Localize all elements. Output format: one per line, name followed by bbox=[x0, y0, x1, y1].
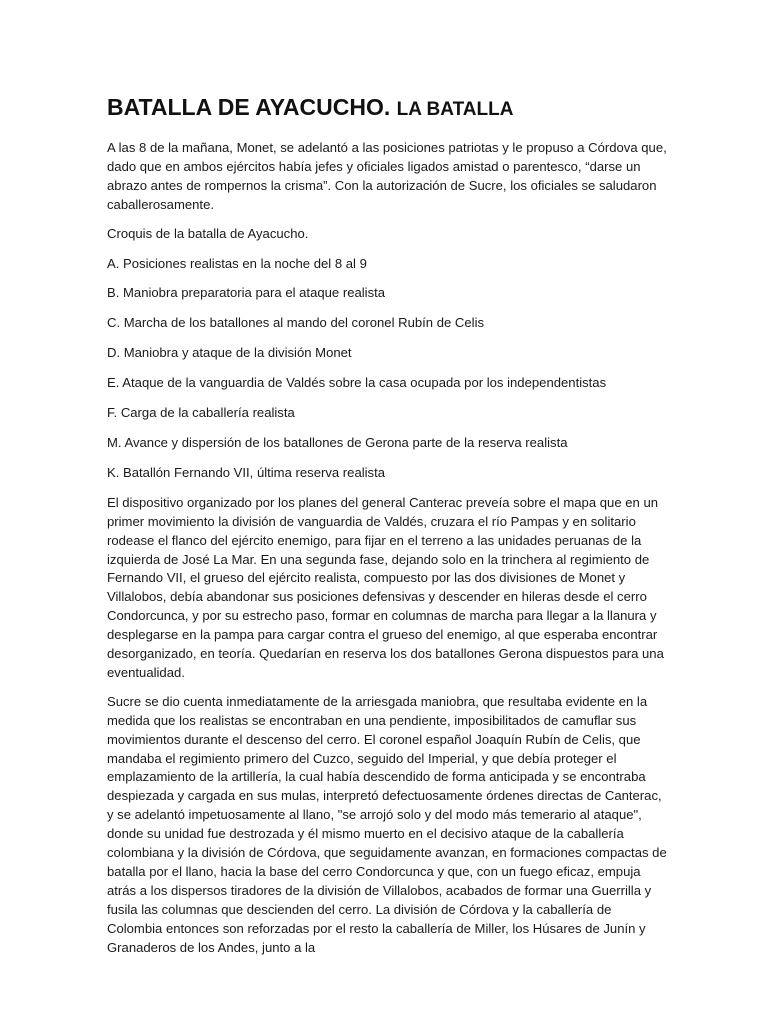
legend-item-k: K. Batallón Fernando VII, última reserva realista bbox=[107, 464, 386, 480]
legend-item-e: E. Ataque de la vanguardia de Valdés sobre la casa ocupada por los independentistas bbox=[107, 375, 607, 391]
title-main: BATALLA DE AYACUCHO. bbox=[107, 94, 391, 120]
croquis-heading: Croquis de la batalla de Ayacucho. bbox=[107, 225, 309, 241]
title-sub: LA BATALLA bbox=[396, 99, 514, 120]
body-paragraph-1: El dispositivo organizado por los planes del general Canterac preveía sobre el mapa que en un primer movimiento la división de vanguardia de Valdés, cruzara el río Pampas y en solitario rodease el flanco del ejército enemigo, para fijar en el terreno a las unidades peruanas de la izquierda de José La Mar. En una segunda fase, dejando solo en la trinchera al regimiento de Fernando VII, el grueso del ejército realista, compuesto por las dos divisiones de Monet y Villalobos, debía abandonar sus posiciones defensivas y descender en hileras desde el cerro Condorcunca, y por su estrecho paso, formar en columnas de marcha para llegar a la llanura y desplegarse en la pampa para cargar contra el grueso del enemigo, al que esperaba encontrar desorganizado, en teoría. Quedarían en reserva los dos batallones Gerona dispuestos para una eventualidad. bbox=[107, 494, 664, 680]
legend-item-f: F. Carga de la caballería realista bbox=[107, 405, 295, 421]
legend-item-m: M. Avance y dispersión de los batallones de Gerona parte de la reserva realista bbox=[107, 434, 568, 450]
legend-item-b: B. Maniobra preparatoria para el ataque realista bbox=[107, 285, 386, 301]
intro-paragraph: A las 8 de la mañana, Monet, se adelantó a las posiciones patriotas y le propuso a Córdova que, dado que en ambos ejércitos había jefes y oficiales ligados amistad o parentesco, “darse un abrazo antes de rompernos la crisma”. Con la autorización de Sucre, los oficiales se saludaron caballerosamente. bbox=[107, 140, 667, 212]
body-paragraph-2: Sucre se dio cuenta inmediatamente de la arriesgada maniobra, que resultaba evidente en la medida que los realistas se encontraban en una pendiente, imposibilitados de camuflar sus movimientos durante el descenso del cerro. El coronel español Joaquín Rubín de Celis, que mandaba el regimiento primero del Cuzco, seguido del Imperial, y que debía proteger el emplazamiento de la artillería, la cual había descendido de forma anticipada y se encontraba despiezada y cargada en sus mulas, interpretó defectuosamente órdenes directas de Canterac, y se adelantó impetuosamente al llano, "se arrojó solo y del modo más temerario al ataque", donde su unidad fue destrozada y él mismo muerto en el decisivo ataque de la caballería colombiana y la división de Córdova, que seguidamente avanzan, en formaciones compactas de batalla por el llano, hacia la base del cerro Condorcunca y que, con un fuego eficaz, empuja atrás a los dispersos tiradores de la división de Villalobos, acabados de formar una Guerrilla y fusila las columnas que descienden del cerro. La división de Córdova y la caballería de Colombia entonces son reforzadas por el resto la caballería de Miller, los Húsares de Junín y Granaderos de los Andes, junto a la bbox=[107, 693, 667, 955]
legend-item-c: C. Marcha de los batallones al mando del coronel Rubín de Celis bbox=[107, 315, 485, 331]
legend-item-d: D. Maniobra y ataque de la división Monet bbox=[107, 345, 352, 361]
page-title bbox=[107, 92, 667, 125]
document-page bbox=[107, 92, 667, 968]
legend-item-a: A. Posiciones realistas en la noche del 8 al 9 bbox=[107, 255, 367, 271]
